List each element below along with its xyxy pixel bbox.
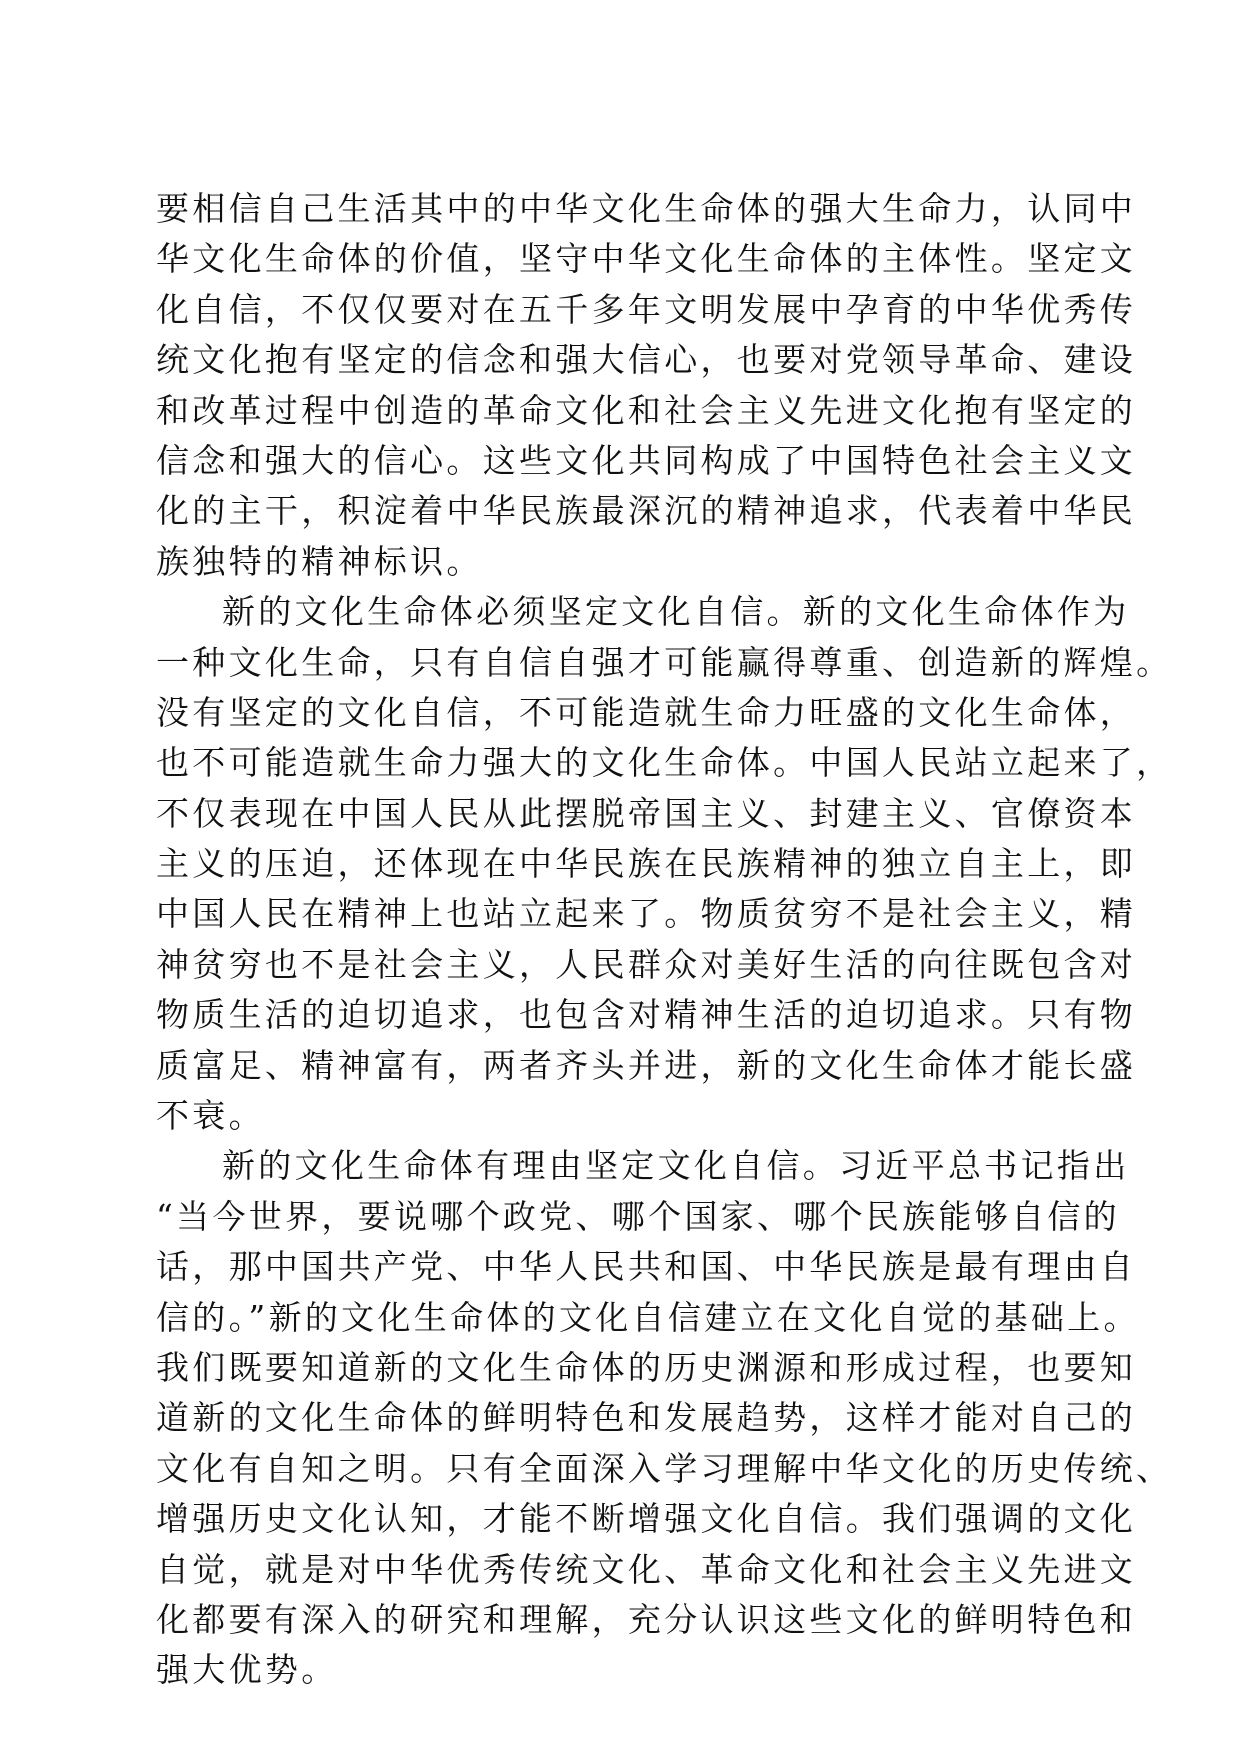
text-line: 文化有自知之明。只有全面深入学习理解中华文化的历史传统、 [156,1448,1173,1488]
text-line: 自觉，就是对中华优秀传统文化、革命文化和社会主义先进文 [156,1549,1137,1589]
text-line: 统文化抱有坚定的信念和强大信心，也要对党领导革命、建设 [156,340,1137,380]
text-line: 没有坚定的文化自信，不可能造就生命力旺盛的文化生命体， [156,692,1137,732]
text-line: “当今世界，要说哪个政党、哪个国家、哪个民族能够自信的 [156,1196,1120,1236]
paragraph-3 [156,1141,1173,1695]
text-line: 中国人民在精神上也站立起来了。物质贫穷不是社会主义，精 [156,894,1137,934]
paragraph-2 [156,587,1173,1141]
text-line: 物质生活的迫切追求，也包含对精神生活的迫切追求。只有物 [156,995,1137,1035]
text-line-first: 新的文化生命体必须坚定文化自信。新的文化生命体作为 [222,592,1130,632]
text-line: 质富足、精神富有，两者齐头并进，新的文化生命体才能长盛 [156,1045,1137,1085]
text-line: 道新的文化生命体的鲜明特色和发展趋势，这样才能对自己的 [156,1398,1137,1438]
text-line: 话，那中国共产党、中华人民共和国、中华民族是最有理由自 [156,1247,1137,1287]
text-line: 信的。”新的文化生命体的文化自信建立在文化自觉的基础上。 [156,1297,1140,1337]
text-line: 信念和强大的信心。这些文化共同构成了中国特色社会主义文 [156,440,1137,480]
text-line: 和改革过程中创造的革命文化和社会主义先进文化抱有坚定的 [156,390,1137,430]
text-line: 要相信自己生活其中的中华文化生命体的强大生命力，认同中 [156,189,1137,228]
text-line: 也不可能造就生命力强大的文化生命体。中国人民站立起来了， [156,743,1173,783]
text-line: 化自信，不仅仅要对在五千多年文明发展中孕育的中华优秀传 [156,289,1137,329]
text-line: 化都要有深入的研究和理解，充分认识这些文化的鲜明特色和 [156,1599,1137,1639]
text-line: 不仅表现在中国人民从此摆脱帝国主义、封建主义、官僚资本 [156,793,1137,833]
text-line: 族独特的精神标识。 [156,541,483,581]
text-line: 华文化生命体的价值，坚守中华文化生命体的主体性。坚定文 [156,239,1137,279]
text-line: 我们既要知道新的文化生命体的历史渊源和形成过程，也要知 [156,1347,1137,1387]
text-line: 一种文化生命，只有自信自强才可能赢得尊重、创造新的辉煌。 [156,642,1173,682]
paragraph-1 [156,184,1137,587]
text-line: 化的主干，积淀着中华民族最深沉的精神追求，代表着中华民 [156,491,1137,531]
text-line: 强大优势。 [156,1650,338,1690]
text-line-first: 新的文化生命体有理由坚定文化自信。习近平总书记指出 [222,1146,1130,1186]
text-line: 神贫穷也不是社会主义，人民群众对美好生活的向往既包含对 [156,944,1137,984]
text-line: 不衰。 [156,1096,265,1136]
text-line: 主义的压迫，还体现在中华民族在民族精神的独立自主上，即 [156,844,1137,884]
text-line: 增强历史文化认知，才能不断增强文化自信。我们强调的文化 [156,1499,1137,1539]
body-text [156,184,1173,1696]
